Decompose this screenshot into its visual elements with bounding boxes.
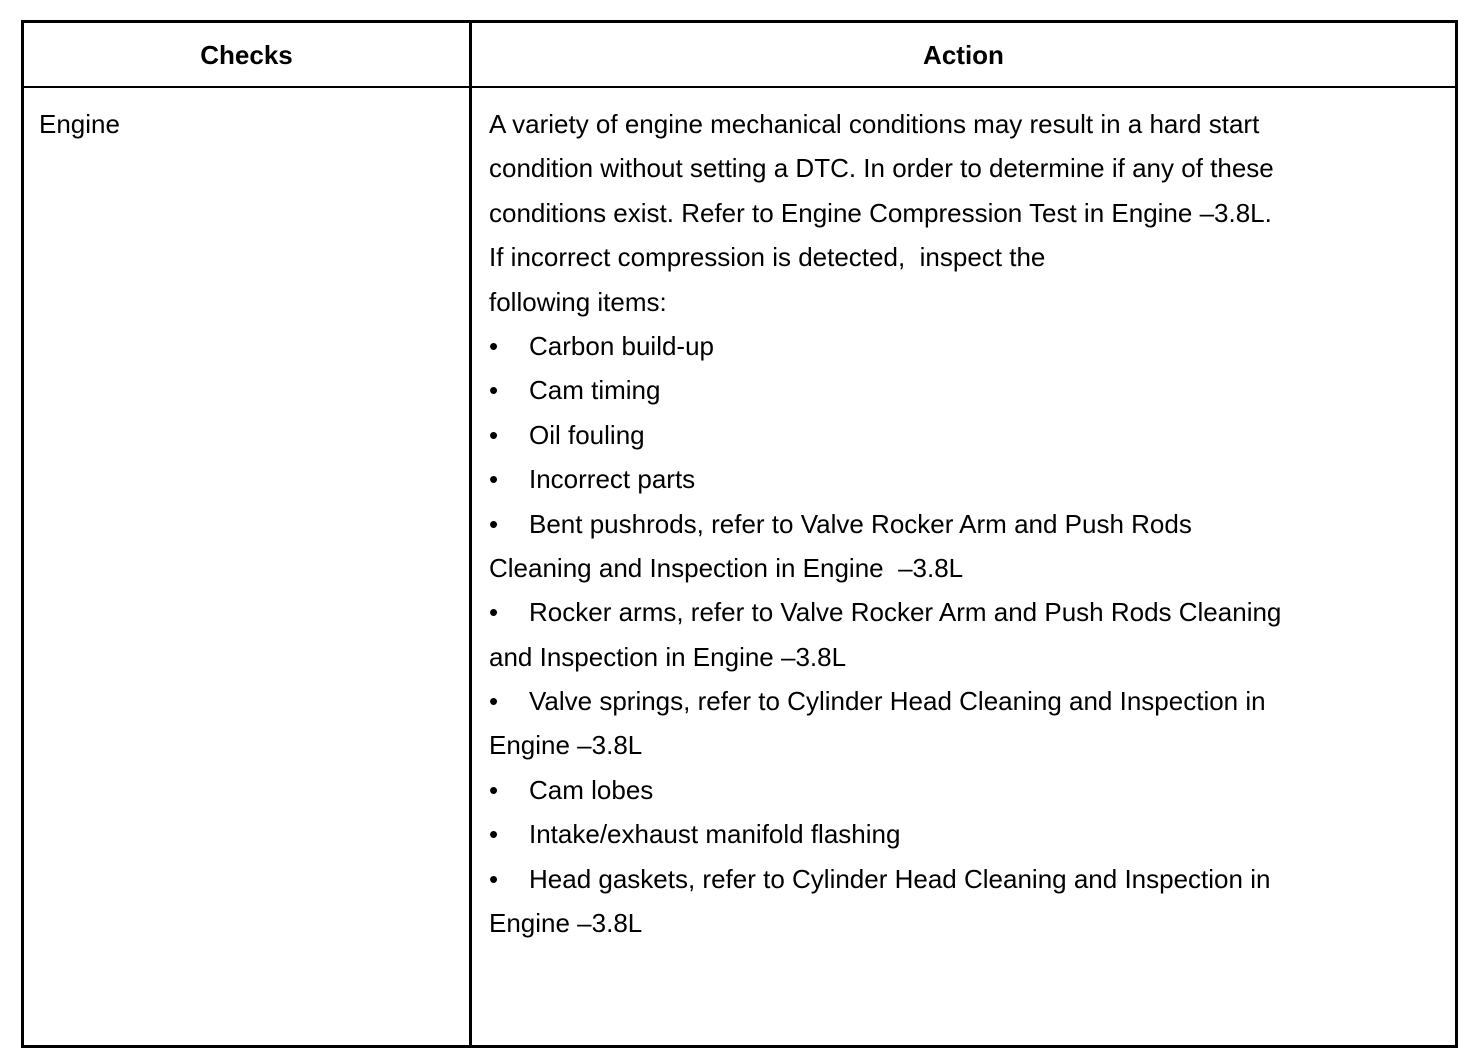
action-line-text: Incorrect parts [529, 464, 696, 495]
bullet-icon: • [489, 686, 499, 717]
action-text-line [489, 635, 1281, 679]
action-line-text: A variety of engine mechanical conditions may result in a hard start [489, 109, 1260, 139]
action-line-text: Rocker arms, refer to Valve Rocker Arm and Push Rods Cleaning [529, 597, 1282, 628]
bullet-list-item [489, 457, 1281, 501]
bullet-list-item [489, 368, 1281, 412]
action-line-text: condition without setting a DTC. In order to determine if any of these [489, 153, 1274, 184]
action-text-line [489, 901, 1281, 945]
header-action: Action [923, 39, 1004, 70]
action-line-text: Cam lobes [529, 774, 654, 805]
action-line-text: Carbon build-up [529, 330, 715, 361]
bullet-list-item [489, 812, 1281, 856]
action-line-text: Cam timing [529, 375, 661, 406]
bullet-icon: • [489, 597, 499, 628]
bullet-list-item [489, 413, 1281, 457]
bullet-icon: • [489, 375, 499, 406]
check-cell-engine: Engine [39, 109, 120, 139]
action-text-line [489, 235, 1281, 279]
action-text-line [489, 546, 1281, 590]
action-line-text: following items: [489, 286, 667, 317]
action-text-line [489, 191, 1281, 235]
action-line-text: Intake/exhaust manifold flashing [529, 819, 901, 850]
column-divider [469, 20, 472, 1048]
bullet-icon: • [489, 819, 499, 850]
table-left-border [21, 20, 24, 1048]
bullet-list-item [489, 502, 1281, 546]
table-right-border [1455, 20, 1458, 1048]
bullet-list-item [489, 679, 1281, 723]
bullet-icon: • [489, 508, 499, 539]
bullet-list-item [489, 324, 1281, 368]
action-line-text: Bent pushrods, refer to Valve Rocker Arm and Push Rods [529, 508, 1192, 539]
bullet-list-item [489, 590, 1281, 634]
table-bottom-border [21, 1045, 1458, 1048]
action-text-line [489, 280, 1281, 324]
action-line-text: Oil fouling [529, 419, 645, 450]
action-line-text: If incorrect compression is detected, inspect the [489, 242, 1046, 273]
bullet-icon: • [489, 330, 499, 361]
bullet-list-item [489, 857, 1281, 901]
action-line-text: conditions exist. Refer to Engine Compression Test in Engine –3.8L. [489, 197, 1272, 228]
action-text-line [489, 723, 1281, 767]
action-line-text: Head gaskets, refer to Cylinder Head Cleaning and Inspection in [529, 863, 1271, 894]
action-line-text: Engine –3.8L [489, 908, 643, 939]
bullet-icon: • [489, 863, 499, 894]
action-line-text: and Inspection in Engine –3.8L [489, 641, 847, 672]
action-line-text: Valve springs, refer to Cylinder Head Cleaning and Inspection in [529, 686, 1266, 717]
action-line-text: Engine –3.8L [489, 730, 643, 761]
action-text-line [489, 146, 1281, 190]
bullet-list-item [489, 768, 1281, 812]
bullet-icon: • [489, 774, 499, 805]
bullet-icon: • [489, 464, 499, 495]
action-cell [489, 102, 1281, 945]
action-line-text: Cleaning and Inspection in Engine –3.8L [489, 552, 964, 583]
header-checks: Checks [200, 39, 293, 70]
action-text-line [489, 102, 1281, 146]
bullet-icon: • [489, 419, 499, 450]
